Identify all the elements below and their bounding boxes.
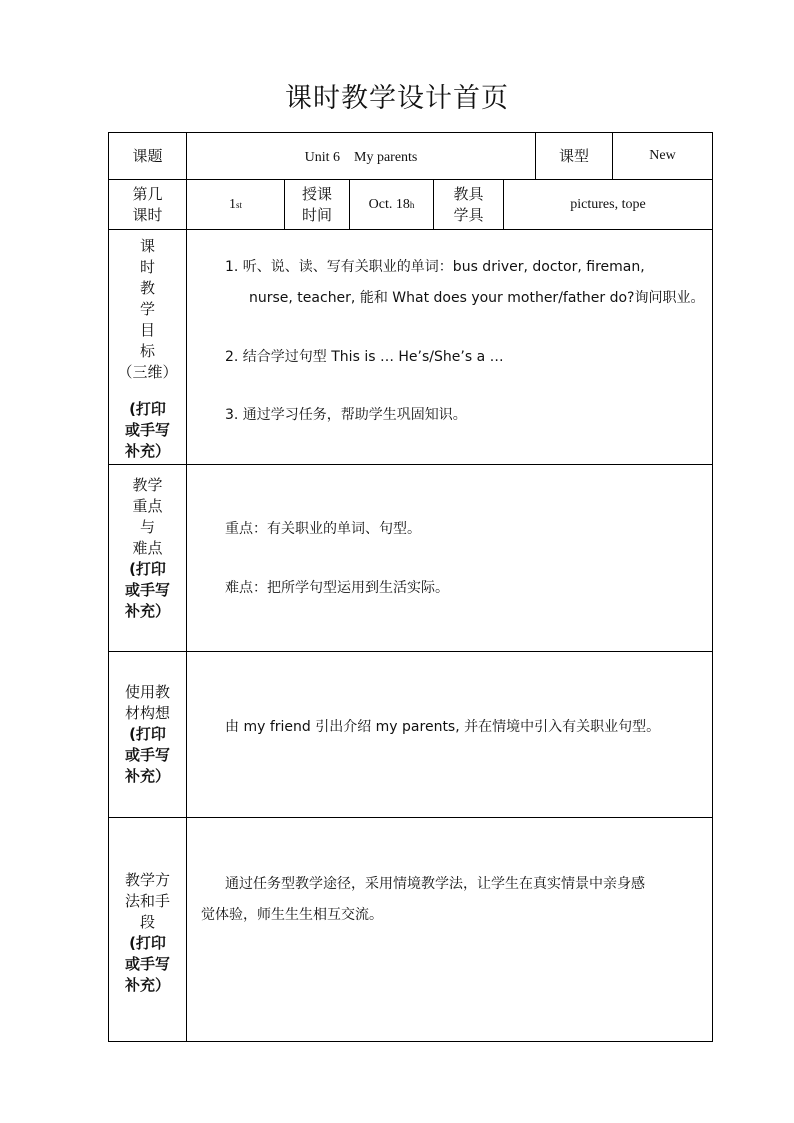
teaching-time-label	[285, 180, 349, 229]
materials-label	[109, 652, 186, 817]
row-divider	[109, 229, 712, 230]
label-line: 授课	[301, 184, 332, 203]
note-line: (打印	[129, 934, 166, 952]
label-line: 第几	[132, 184, 163, 203]
objective-item-1-cont: nurse, teacher, 能和 What does your mother/father do?询问职业。	[249, 290, 705, 306]
lesson-number-value	[187, 180, 284, 229]
objectives-label	[109, 230, 186, 464]
label-char: 目	[139, 321, 155, 339]
note-line: (打印	[129, 560, 166, 578]
key-point-difficulty: 难点：把所学句型运用到生活实际。	[225, 580, 449, 596]
key-point-focus: 重点：有关职业的单词、句型。	[225, 521, 421, 537]
lesson-number-label	[109, 180, 186, 229]
teaching-date-value	[350, 180, 433, 229]
page-title: 课时教学设计首页	[285, 83, 509, 114]
type-label: 课型	[558, 146, 589, 165]
lesson-number: 1	[228, 196, 236, 212]
label-line: 学具	[453, 205, 484, 224]
topic-value: Unit 6 My parents	[304, 150, 418, 165]
label-line: 材构想	[124, 704, 170, 722]
note-line: 补充）	[124, 442, 170, 460]
topic-label: 课题	[132, 146, 163, 165]
label-line: 法和手	[124, 892, 170, 910]
row-divider	[109, 817, 712, 818]
label-line: 难点	[132, 539, 163, 557]
objective-item-3: 3. 通过学习任务，帮助学生巩固知识。	[225, 407, 467, 423]
date-text: Oct. 18	[368, 196, 410, 212]
methods-text-line2: 觉体验，师生生生相互交流。	[201, 907, 383, 923]
date-suffix: h	[409, 199, 415, 210]
note-line: (打印	[129, 400, 166, 418]
row-divider	[109, 651, 712, 652]
label-char: 标	[139, 342, 155, 360]
note-line: 或手写	[124, 955, 170, 973]
objective-item-2: 2. 结合学过句型 This is … He’s/She’s a …	[225, 349, 504, 365]
label-char: （三维）	[117, 363, 178, 381]
label-line: 与	[139, 518, 155, 536]
label-line: 重点	[132, 497, 163, 515]
row-divider	[109, 464, 712, 465]
col-divider	[186, 133, 187, 1041]
teaching-tools-label	[434, 180, 503, 229]
type-value: New	[649, 148, 676, 163]
label-line: 教学	[132, 476, 163, 494]
note-line: 补充）	[124, 767, 170, 785]
label-line: 教具	[453, 184, 484, 203]
key-points-label	[109, 465, 186, 651]
label-line: 段	[139, 913, 155, 931]
lesson-design-table	[108, 132, 713, 1042]
note-line: 或手写	[124, 581, 170, 599]
label-line: 教学方	[124, 871, 170, 889]
methods-text-line1: 通过任务型教学途径，采用情境教学法，让学生在真实情景中亲身感	[225, 876, 645, 892]
note-line: 补充）	[124, 976, 170, 994]
materials-text: 由 my friend 引出介绍 my parents, 并在情境中引入有关职业句型。	[225, 719, 661, 735]
note-line: 补充）	[124, 602, 170, 620]
label-char: 学	[139, 300, 155, 318]
objective-item-1: 1. 听、说、读、写有关职业的单词：bus driver, doctor, fireman,	[225, 259, 645, 275]
note-line: (打印	[129, 725, 166, 743]
label-char: 时	[139, 258, 155, 276]
label-char: 教	[139, 279, 155, 297]
label-line: 使用教	[124, 683, 170, 701]
note-line: 或手写	[124, 421, 170, 439]
label-line: 课时	[132, 205, 163, 224]
note-line: 或手写	[124, 746, 170, 764]
label-line: 时间	[301, 205, 332, 224]
label-char: 课	[139, 237, 155, 255]
teaching-tools-value: pictures, tope	[570, 196, 646, 212]
lesson-suffix: st	[235, 199, 242, 210]
methods-label	[109, 818, 186, 1041]
